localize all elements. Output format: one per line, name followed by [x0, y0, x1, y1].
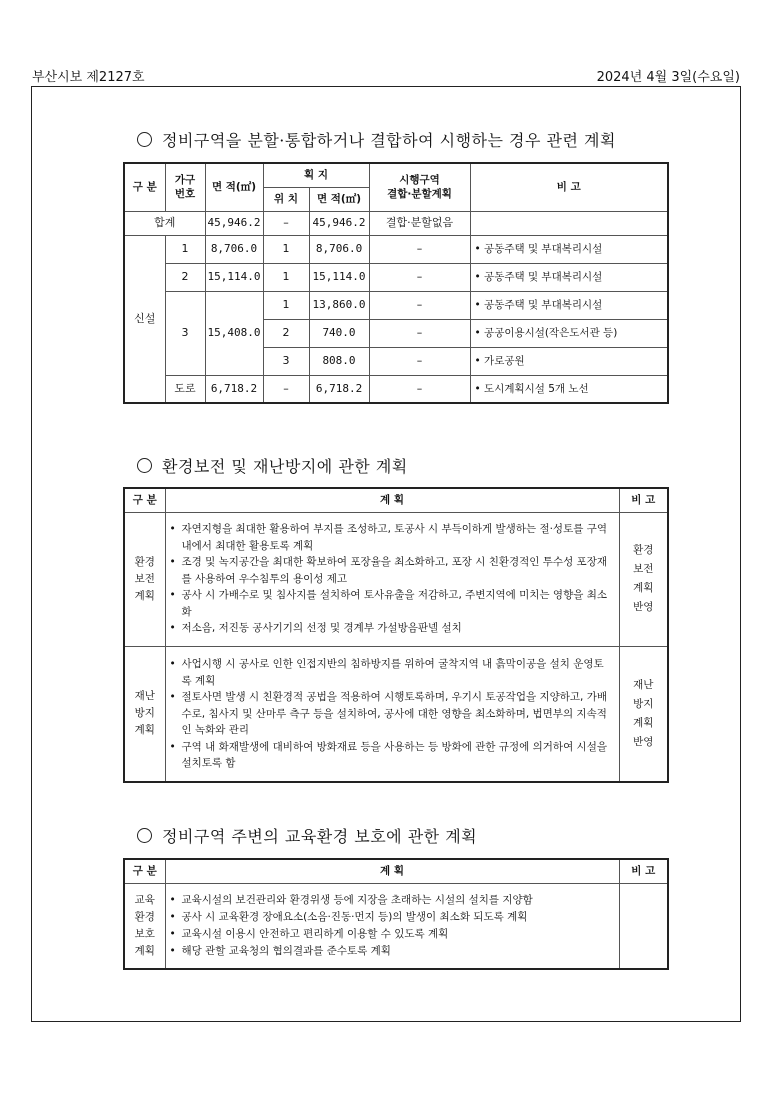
table-row: [124, 512, 668, 646]
table-row: [124, 646, 668, 782]
plan-items: [165, 512, 619, 646]
total-zone: 결합·분할없음: [369, 211, 470, 235]
household-area: 8,706.0: [205, 235, 263, 263]
row-note: • 가로공원: [470, 347, 668, 375]
section-1-title: 정비구역을 분할·통합하거나 결합하여 시행하는 경우 관련 계획: [162, 131, 616, 150]
row-note: • 공공이용시설(작은도서관 등): [470, 319, 668, 347]
row-note: • 공동주택 및 부대복리시설: [470, 235, 668, 263]
total-row: [124, 211, 668, 235]
section-3-title: 정비구역 주변의 교육환경 보호에 관한 계획: [162, 827, 478, 846]
circle-bullet-icon: [137, 458, 152, 473]
row-remark: [619, 883, 668, 969]
total-lot-position: –: [263, 211, 309, 235]
environment-disaster-table: [123, 487, 669, 783]
plan-item: • 해당 관할 교육청의 협의결과를 준수토록 계획: [170, 943, 613, 960]
plan-item: • 교육시설 이용시 안전하고 편리하게 이용할 수 있도록 계획: [170, 926, 613, 943]
household-area: 6,718.2: [205, 375, 263, 403]
header-lot-position: 위 치: [263, 187, 309, 211]
plan-item: • 공사 시 교육환경 장애요소(소음·진동·먼지 등)의 발생이 최소화 되도록 계획: [170, 909, 613, 926]
row-category: 환경 보전 계획: [124, 512, 165, 646]
lot-area: 8,706.0: [309, 235, 369, 263]
plan-item: • 공사 시 가배수로 및 침사지를 설치하여 토사유출을 저감하고, 주변지역에 미치는 영향을 최소화: [170, 587, 613, 620]
table-row: [124, 235, 668, 263]
row-category: 교육 환경 보호 계획: [124, 883, 165, 969]
zone-plan: –: [369, 291, 470, 319]
table-row: [124, 291, 668, 319]
publication-date: 2024년 4월 3일(수요일): [596, 70, 740, 85]
lot-position: 3: [263, 347, 309, 375]
zone-plan: –: [369, 263, 470, 291]
header-category: 구 분: [124, 488, 165, 512]
lot-position: 2: [263, 319, 309, 347]
total-area: 45,946.2: [205, 211, 263, 235]
section-title-education-plan: [137, 824, 477, 847]
plan-item: • 절토사면 발생 시 친환경적 공법을 적용하여 시행토록하며, 우기시 토공작업을 지양하고, 가배수로, 침사지 및 산마루 측구 등을 설치하여, 공사에 대한 영향을 최소화하며, 법면부의 지속적인 녹화와 관리: [170, 689, 613, 739]
household-number: 2: [165, 263, 205, 291]
plan-item: • 교육시설의 보건관리와 환경위생 등에 지장을 초래하는 시설의 설치를 지양함: [170, 892, 613, 909]
header-note: 비 고: [619, 488, 668, 512]
header-plan: 계 획: [165, 488, 619, 512]
header-household-number: 가구 번호: [165, 163, 205, 211]
plan-item: • 조경 및 녹지공간을 최대한 확보하여 포장율을 최소화하고, 포장 시 친환경적인 투수성 포장재를 사용하여 우수침투의 용이성 제고: [170, 554, 613, 587]
zone-plan: –: [369, 235, 470, 263]
plan-item: • 저소음, 저진동 공사기기의 선정 및 경계부 가설방음판넬 설치: [170, 620, 613, 637]
circle-bullet-icon: [137, 828, 152, 843]
lot-position: 1: [263, 235, 309, 263]
row-note: • 도시계획시설 5개 노선: [470, 375, 668, 403]
lot-area: 6,718.2: [309, 375, 369, 403]
gazette-issue: 부산시보 제2127호: [32, 70, 145, 85]
plan-item: • 구역 내 화재발생에 대비하여 방화재료 등을 사용하는 등 방화에 관한 규정에 의거하여 시설을 설치토록 함: [170, 739, 613, 772]
header-zone-plan: 시행구역 결합·분할계획: [369, 163, 470, 211]
zone-plan: –: [369, 375, 470, 403]
plan-items: [165, 883, 619, 969]
plan-item: • 자연지형을 최대한 활용하여 부지를 조성하고, 토공사 시 부득이하게 발생하는 절·성토를 구역내에서 최대한 활용토록 계획: [170, 521, 613, 554]
plan-items: [165, 646, 619, 782]
header-category: 구 분: [124, 163, 165, 211]
education-environment-table: [123, 858, 669, 970]
row-note: • 공동주택 및 부대복리시설: [470, 263, 668, 291]
zone-plan: –: [369, 347, 470, 375]
total-lot-area: 45,946.2: [309, 211, 369, 235]
household-area: 15,114.0: [205, 263, 263, 291]
household-number: 도로: [165, 375, 205, 403]
header-plan: 계 획: [165, 859, 619, 883]
plan-item: • 사업시행 시 공사로 인한 인접지반의 침하방지를 위하여 굴착지역 내 흙막이공을 설치 운영토록 계획: [170, 656, 613, 689]
table-row: [124, 263, 668, 291]
lot-position: 1: [263, 291, 309, 319]
circle-bullet-icon: [137, 132, 152, 147]
header-category: 구 분: [124, 859, 165, 883]
section-2-title: 환경보전 및 재난방지에 관한 계획: [162, 457, 408, 476]
total-note: [470, 211, 668, 235]
lot-position: –: [263, 375, 309, 403]
lot-area: 740.0: [309, 319, 369, 347]
row-category: 재난 방지 계획: [124, 646, 165, 782]
lot-area: 15,114.0: [309, 263, 369, 291]
zone-plan: –: [369, 319, 470, 347]
household-area: 15,408.0: [205, 291, 263, 375]
header-lot-area: 면 적(㎡): [309, 187, 369, 211]
section-title-environment-plan: [137, 454, 408, 477]
total-label: 합계: [124, 211, 205, 235]
row-remark: 재난 방지 계획 반영: [619, 646, 668, 782]
group-label: 신설: [124, 235, 165, 403]
header-area: 면 적(㎡): [205, 163, 263, 211]
table-row: [124, 375, 668, 403]
header-note: 비 고: [619, 859, 668, 883]
household-number: 3: [165, 291, 205, 375]
household-number: 1: [165, 235, 205, 263]
lot-area: 13,860.0: [309, 291, 369, 319]
header-lot: 획 지: [263, 163, 369, 187]
row-note: • 공동주택 및 부대복리시설: [470, 291, 668, 319]
header-note: 비 고: [470, 163, 668, 211]
division-plan-table: [123, 162, 669, 404]
section-title-division-plan: [137, 128, 616, 151]
lot-area: 808.0: [309, 347, 369, 375]
row-remark: 환경 보전 계획 반영: [619, 512, 668, 646]
lot-position: 1: [263, 263, 309, 291]
table-row: [124, 883, 668, 969]
